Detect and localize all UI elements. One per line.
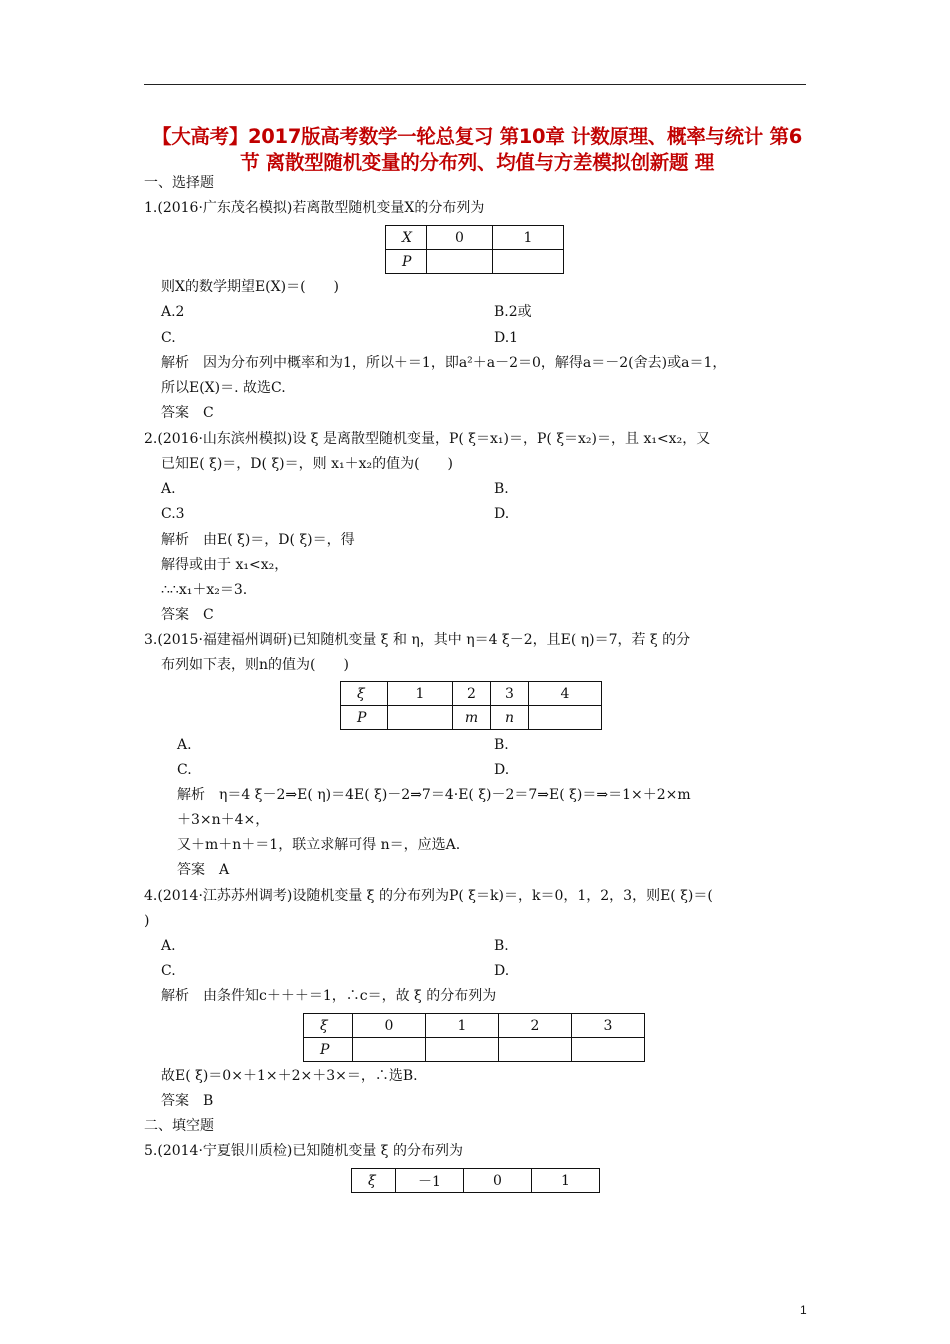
- q4-option-c: C.: [161, 963, 176, 979]
- page-number: 1: [800, 1303, 807, 1317]
- table-cell: X: [386, 226, 427, 250]
- q2-option-a: A.: [161, 481, 176, 497]
- q2-option-b: B.: [494, 481, 509, 497]
- q3-solution-line2: ＋3×n＋4×，: [177, 812, 270, 828]
- table-cell: [493, 250, 564, 274]
- table-cell: ξ: [341, 682, 388, 706]
- table-row: [386, 226, 564, 250]
- q1-option-c: C.: [161, 330, 176, 346]
- q1-distribution-table: [385, 225, 564, 274]
- q2-answer: 答案 C: [161, 607, 214, 623]
- q3-distribution-table: [340, 681, 602, 730]
- q4-solution-line1: 解析 由条件知c＋＋＋＝1，∴c＝，故 ξ 的分布列为: [161, 988, 497, 1004]
- table-cell: 1: [493, 226, 564, 250]
- q2-option-c: C.3: [161, 506, 185, 522]
- q1-solution-line1: 解析 因为分布列中概率和为1，所以＋＝1，即a²＋a－2＝0，解得a＝－2(舍去)或a＝1，: [161, 355, 727, 371]
- q2-solution-line1: 解析 由E( ξ)＝，D( ξ)＝，得: [161, 532, 355, 548]
- q1-option-a: A.2: [161, 304, 185, 320]
- table-cell: P: [386, 250, 427, 274]
- table-row: [341, 682, 602, 706]
- table-cell: ξ: [304, 1014, 353, 1038]
- q3-solution-line3: 又＋m＋n＋＝1，联立求解可得 n＝，应选A.: [177, 837, 461, 853]
- table-cell: [529, 706, 602, 730]
- q5-distribution-table: [351, 1168, 600, 1193]
- q5-stem: 5.(2014·宁夏银川质检)已知随机变量 ξ 的分布列为: [144, 1143, 463, 1159]
- q3-stem-line2: 布列如下表，则n的值为( ): [161, 657, 349, 673]
- q3-solution-line1: 解析 η＝4 ξ－2⇒E( η)＝4E( ξ)－2⇒7＝4·E( ξ)－2＝7⇒E( ξ)＝⇒＝1×＋2×m: [177, 787, 691, 803]
- q4-option-d: D.: [494, 963, 510, 979]
- table-cell: 3: [491, 682, 529, 706]
- table-cell: [388, 706, 453, 730]
- table-cell: [353, 1038, 426, 1062]
- q3-option-a: A.: [177, 737, 192, 753]
- table-cell: n: [491, 706, 529, 730]
- table-cell: P: [304, 1038, 353, 1062]
- q4-stem-line2: ): [144, 913, 150, 929]
- table-cell: 2: [453, 682, 491, 706]
- q4-stem-line1: 4.(2014·江苏苏州调考)设随机变量 ξ 的分布列为P( ξ＝k)＝，k＝0，1，2，3，则E( ξ)＝(: [144, 888, 713, 904]
- q2-solution-line3: ∴∴x₁＋x₂＝3.: [161, 582, 248, 598]
- document-title: 【大高考】2017版高考数学一轮总复习 第10章 计数原理、概率与统计 第6节 离散型随机变量的分布列、均值与方差模拟创新题 理: [152, 125, 802, 174]
- table-cell: 0: [427, 226, 493, 250]
- q3-option-b: B.: [494, 737, 509, 753]
- table-cell: P: [341, 706, 388, 730]
- table-cell: 1: [426, 1014, 499, 1038]
- table-row: [304, 1038, 645, 1062]
- table-cell: 3: [572, 1014, 645, 1038]
- table-cell: －1: [396, 1169, 464, 1193]
- table-row: [304, 1014, 645, 1038]
- header-rule: [144, 84, 806, 85]
- q3-option-c: C.: [177, 762, 192, 778]
- q3-option-d: D.: [494, 762, 510, 778]
- table-row: [352, 1169, 600, 1193]
- q3-answer: 答案 A: [177, 862, 230, 878]
- table-cell: 4: [529, 682, 602, 706]
- table-cell: 1: [388, 682, 453, 706]
- q1-solution-line2: 所以E(X)＝. 故选C.: [161, 380, 286, 396]
- q1-option-d: D.1: [494, 330, 519, 346]
- table-cell: [426, 1038, 499, 1062]
- table-cell: [572, 1038, 645, 1062]
- table-cell: 0: [464, 1169, 532, 1193]
- table-row: [386, 250, 564, 274]
- q1-ask: 则X的数学期望E(X)＝( ): [161, 279, 340, 295]
- q4-solution-line2: 故E( ξ)＝0×＋1×＋2×＋3×＝，∴选B.: [161, 1068, 418, 1084]
- table-cell: m: [453, 706, 491, 730]
- q2-solution-line2: 解得或由于 x₁<x₂，: [161, 557, 289, 573]
- q2-option-d: D.: [494, 506, 510, 522]
- table-cell: [499, 1038, 572, 1062]
- q1-stem: 1.(2016·广东茂名模拟)若离散型随机变量X的分布列为: [144, 200, 485, 216]
- table-row: [341, 706, 602, 730]
- q4-option-a: A.: [161, 938, 176, 954]
- section-heading-choice: 一、选择题: [144, 175, 214, 191]
- q2-stem-line1: 2.(2016·山东滨州模拟)设 ξ 是离散型随机变量，P( ξ＝x₁)＝，P( ξ＝x₂)＝，且 x₁<x₂，又: [144, 431, 711, 447]
- table-cell: 2: [499, 1014, 572, 1038]
- q4-answer: 答案 B: [161, 1093, 214, 1109]
- q4-distribution-table: [303, 1013, 645, 1062]
- table-cell: [427, 250, 493, 274]
- q3-stem-line1: 3.(2015·福建福州调研)已知随机变量 ξ 和 η，其中 η＝4 ξ－2，且E( η)＝7，若 ξ 的分: [144, 632, 691, 648]
- q1-answer: 答案 C: [161, 405, 214, 421]
- q4-option-b: B.: [494, 938, 509, 954]
- q2-stem-line2: 已知E( ξ)＝，D( ξ)＝，则 x₁＋x₂的值为( ): [161, 456, 454, 472]
- table-cell: 1: [532, 1169, 600, 1193]
- q1-option-b: B.2或: [494, 304, 532, 320]
- section-heading-fill: 二、填空题: [144, 1118, 214, 1134]
- table-cell: ξ: [352, 1169, 396, 1193]
- table-cell: 0: [353, 1014, 426, 1038]
